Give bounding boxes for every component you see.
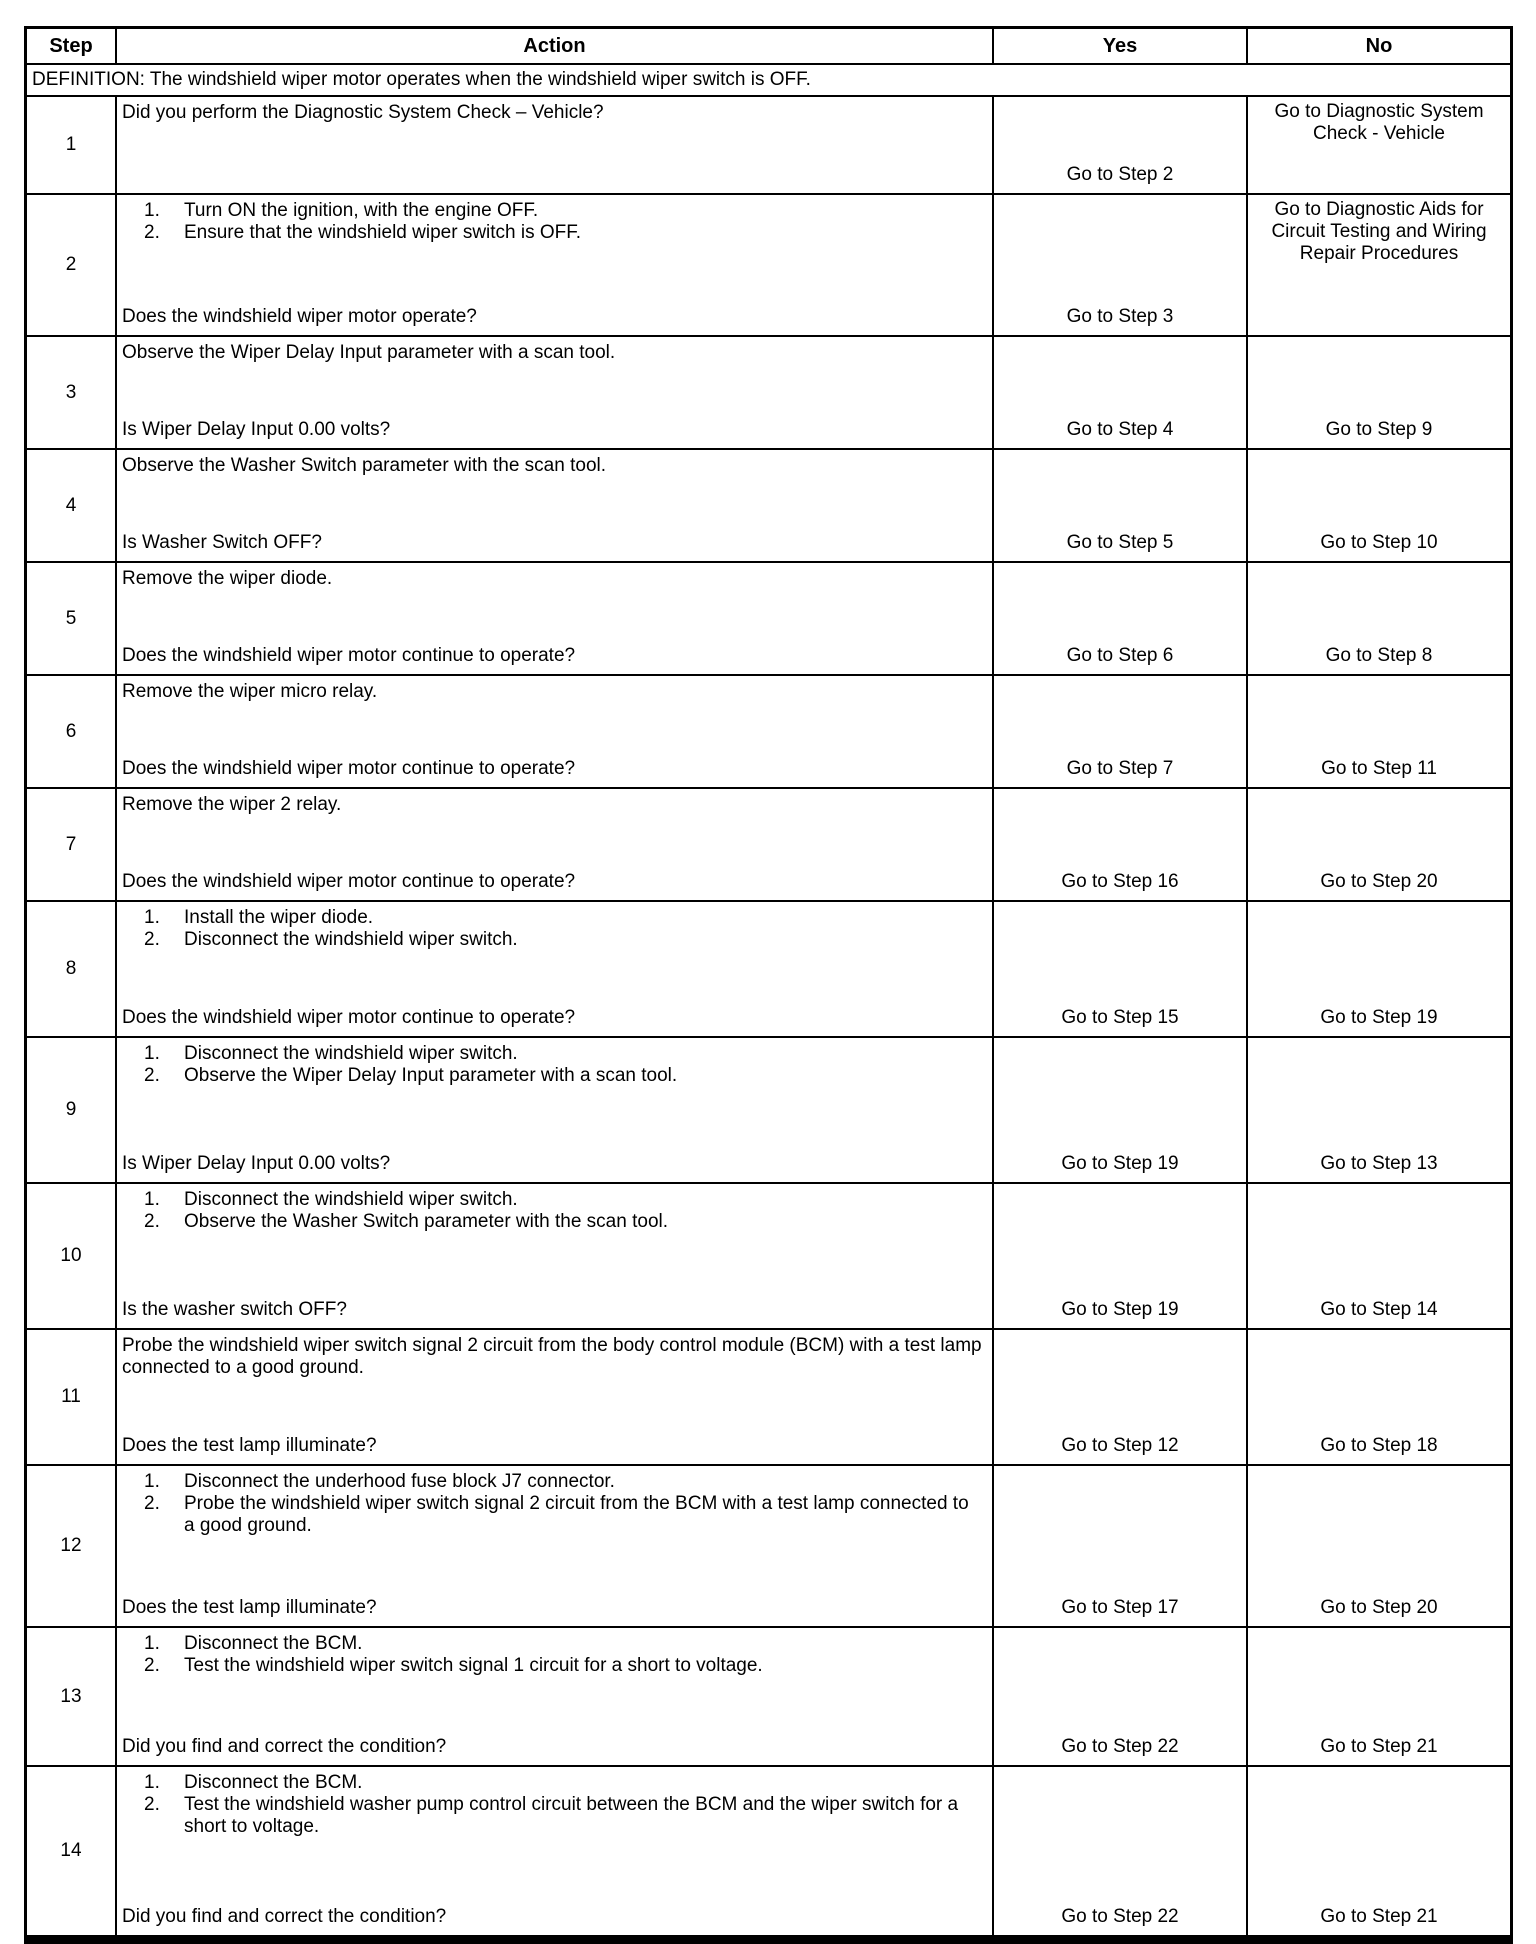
action-list-item <box>122 1189 984 1211</box>
action-question: Does the windshield wiper motor operate? <box>122 306 477 327</box>
column-header-no: No <box>1248 29 1510 65</box>
list-item-text: Observe the Washer Switch parameter with the scan tool. <box>184 1211 669 1232</box>
action-list-item <box>122 200 984 222</box>
list-item-number: 2. <box>144 1211 160 1232</box>
action-cell <box>117 1184 994 1330</box>
step-number-cell <box>27 563 117 676</box>
action-cell <box>117 1330 994 1466</box>
list-item-text: Install the wiper diode. <box>184 907 374 928</box>
list-item-number: 2. <box>144 1655 160 1676</box>
yes-cell-text: Go to Step 6 <box>1066 645 1174 666</box>
yes-cell <box>994 1767 1248 1937</box>
no-cell <box>1248 902 1510 1038</box>
list-item-number: 1. <box>144 1633 160 1654</box>
action-cell <box>117 195 994 337</box>
action-intro: Remove the wiper diode. <box>122 568 333 589</box>
list-item-number: 1. <box>144 1043 160 1064</box>
action-intro: Remove the wiper 2 relay. <box>122 794 342 815</box>
action-cell <box>117 450 994 563</box>
action-instructions <box>122 1189 984 1233</box>
no-cell <box>1248 563 1510 676</box>
yes-cell <box>994 97 1248 195</box>
yes-cell-text: Go to Step 4 <box>1066 419 1174 440</box>
list-item-text: Disconnect the BCM. <box>184 1633 363 1654</box>
action-question: Is Washer Switch OFF? <box>122 532 322 553</box>
step-row <box>27 1184 1510 1330</box>
action-list-item <box>122 1043 984 1065</box>
action-question: Does the windshield wiper motor continue to operate? <box>122 1007 576 1028</box>
step-number-cell <box>27 97 117 195</box>
no-cell <box>1248 97 1510 195</box>
action-question: Is Wiper Delay Input 0.00 volts? <box>122 419 391 440</box>
list-item-number: 1. <box>144 1471 160 1492</box>
step-number-cell <box>27 789 117 902</box>
yes-cell-text: Go to Step 7 <box>1066 758 1174 779</box>
action-question: Does the windshield wiper motor continue to operate? <box>122 645 576 666</box>
yes-cell <box>994 789 1248 902</box>
action-question: Did you find and correct the condition? <box>122 1736 447 1757</box>
action-intro: Observe the Wiper Delay Input parameter with a scan tool. <box>122 342 616 363</box>
action-list-item <box>122 1655 984 1677</box>
no-cell-text: Go to Step 20 <box>1320 871 1438 892</box>
no-cell <box>1248 1466 1510 1628</box>
no-cell-text: Go to Step 21 <box>1320 1736 1438 1757</box>
no-cell-text: Go to Step 13 <box>1320 1153 1438 1174</box>
definition-text: DEFINITION: The windshield wiper motor operates when the windshield wiper switch is OFF. <box>32 69 811 90</box>
table-bottom-edge <box>24 1940 1513 1944</box>
action-intro: Observe the Washer Switch parameter with the scan tool. <box>122 455 607 476</box>
step-number-cell <box>27 1628 117 1767</box>
action-question: Does the test lamp illuminate? <box>122 1435 377 1456</box>
yes-cell <box>994 450 1248 563</box>
action-cell <box>117 337 994 450</box>
action-instructions <box>122 342 984 366</box>
step-number: 5 <box>65 607 77 629</box>
step-row <box>27 676 1510 789</box>
column-header-step: Step <box>27 29 117 65</box>
no-cell <box>1248 337 1510 450</box>
action-cell <box>117 902 994 1038</box>
step-number: 3 <box>65 381 77 403</box>
no-cell-text: Go to Step 18 <box>1320 1435 1438 1456</box>
list-item-text: Disconnect the windshield wiper switch. <box>184 1189 518 1210</box>
no-cell <box>1248 1767 1510 1937</box>
action-instructions <box>122 200 984 244</box>
step-number-cell <box>27 1184 117 1330</box>
action-intro: Remove the wiper micro relay. <box>122 681 378 702</box>
no-cell-text: Go to Step 11 <box>1321 758 1437 779</box>
step-row <box>27 563 1510 676</box>
no-cell-text: Go to Step 19 <box>1320 1007 1438 1028</box>
step-number: 11 <box>61 1386 81 1407</box>
no-cell <box>1248 1628 1510 1767</box>
step-row <box>27 1466 1510 1628</box>
no-cell <box>1248 1330 1510 1466</box>
step-number-cell <box>27 195 117 337</box>
no-cell-text: Go to Step 20 <box>1320 1597 1438 1618</box>
action-cell <box>117 1466 994 1628</box>
action-cell <box>117 789 994 902</box>
yes-cell <box>994 1330 1248 1466</box>
action-instructions <box>122 455 984 479</box>
no-cell <box>1248 1184 1510 1330</box>
step-row <box>27 789 1510 902</box>
no-cell <box>1248 450 1510 563</box>
step-number-cell <box>27 676 117 789</box>
list-item-number: 1. <box>144 1189 160 1210</box>
yes-cell <box>994 563 1248 676</box>
list-item-number: 2. <box>144 222 160 243</box>
step-number: 2 <box>65 254 77 275</box>
no-cell-text: Go to Step 8 <box>1325 645 1433 666</box>
action-question: Is the washer switch OFF? <box>122 1299 347 1320</box>
yes-cell-text: Go to Step 3 <box>1066 306 1174 327</box>
list-item-number: 2. <box>144 1794 160 1815</box>
list-item-number: 2. <box>144 1065 160 1086</box>
list-item-number: 2. <box>144 929 160 950</box>
action-intro: Did you perform the Diagnostic System Check – Vehicle? <box>122 102 604 123</box>
action-intro: Probe the windshield wiper switch signal 2 circuit from the body control module (BCM) with a test lamp connected to a good ground. <box>122 1335 982 1378</box>
step-number: 6 <box>65 720 77 742</box>
action-instructions <box>122 1633 984 1677</box>
yes-cell-text: Go to Step 16 <box>1061 871 1179 892</box>
yes-cell <box>994 676 1248 789</box>
action-list-item <box>122 222 984 244</box>
action-instructions <box>122 1471 984 1537</box>
step-number-cell <box>27 902 117 1038</box>
list-item-text: Disconnect the underhood fuse block J7 connector. <box>184 1471 615 1492</box>
step-row <box>27 1767 1510 1937</box>
list-item-text: Observe the Wiper Delay Input parameter with a scan tool. <box>184 1065 678 1086</box>
step-number: 1 <box>65 134 77 155</box>
action-instructions <box>122 1043 984 1087</box>
step-number: 8 <box>65 958 77 979</box>
yes-cell <box>994 337 1248 450</box>
action-list-item <box>122 1471 984 1493</box>
list-item-text: Probe the windshield wiper switch signal 2 circuit from the BCM with a test lamp connected to a good ground. <box>184 1493 969 1536</box>
action-instructions <box>122 907 984 951</box>
action-instructions <box>122 794 984 818</box>
definition-row <box>27 65 1510 97</box>
table-body <box>27 97 1510 1937</box>
no-cell-text: Go to Step 10 <box>1320 532 1438 553</box>
step-number: 7 <box>65 833 77 855</box>
step-number: 4 <box>65 494 77 516</box>
yes-cell-text: Go to Step 5 <box>1066 532 1174 553</box>
step-row <box>27 337 1510 450</box>
no-cell-text: Go to Step 21 <box>1320 1906 1438 1927</box>
step-number-cell <box>27 1330 117 1466</box>
no-cell-text: Go to Step 9 <box>1325 419 1433 440</box>
action-list-item <box>122 1794 984 1838</box>
action-question: Did you find and correct the condition? <box>122 1906 447 1927</box>
step-number-cell <box>27 337 117 450</box>
yes-cell-text: Go to Step 2 <box>1066 164 1174 185</box>
yes-cell <box>994 1628 1248 1767</box>
step-row <box>27 450 1510 563</box>
action-cell <box>117 1628 994 1767</box>
list-item-text: Test the windshield washer pump control circuit between the BCM and the wiper switch for a short to voltage. <box>184 1794 959 1837</box>
action-list-item <box>122 1493 984 1537</box>
yes-cell-text: Go to Step 17 <box>1061 1597 1179 1618</box>
step-number-cell <box>27 450 117 563</box>
column-header-yes: Yes <box>994 29 1248 65</box>
action-instructions <box>122 1335 984 1381</box>
yes-cell-text: Go to Step 15 <box>1061 1007 1179 1028</box>
no-cell <box>1248 676 1510 789</box>
no-cell-text: Go to Step 14 <box>1320 1299 1438 1320</box>
no-cell-text: Go to Diagnostic System Check - Vehicle <box>1274 101 1484 144</box>
action-cell <box>117 563 994 676</box>
action-instructions <box>122 1772 984 1838</box>
step-number: 13 <box>60 1685 82 1707</box>
action-list-item <box>122 1211 984 1233</box>
step-number: 9 <box>65 1099 77 1120</box>
step-row <box>27 1038 1510 1184</box>
no-cell <box>1248 195 1510 337</box>
column-header-action: Action <box>117 29 994 65</box>
no-cell <box>1248 789 1510 902</box>
list-item-number: 2. <box>144 1493 160 1514</box>
action-question: Is Wiper Delay Input 0.00 volts? <box>122 1153 391 1174</box>
list-item-number: 1. <box>144 907 160 928</box>
no-cell <box>1248 1038 1510 1184</box>
list-item-text: Disconnect the windshield wiper switch. <box>184 929 518 950</box>
list-item-number: 1. <box>144 1772 160 1793</box>
no-cell-text: Go to Diagnostic Aids for Circuit Testing and Wiring Repair Procedures <box>1271 199 1487 264</box>
step-row <box>27 97 1510 195</box>
yes-cell-text: Go to Step 22 <box>1061 1736 1179 1757</box>
step-row <box>27 1628 1510 1767</box>
step-row <box>27 195 1510 337</box>
action-list-item <box>122 907 984 929</box>
action-list-item <box>122 1633 984 1655</box>
list-item-text: Disconnect the BCM. <box>184 1772 363 1793</box>
action-question: Does the windshield wiper motor continue to operate? <box>122 871 576 892</box>
action-list-item <box>122 1065 984 1087</box>
action-question: Does the windshield wiper motor continue to operate? <box>122 758 576 779</box>
action-instructions <box>122 568 984 592</box>
step-number-cell <box>27 1038 117 1184</box>
yes-cell-text: Go to Step 22 <box>1061 1906 1179 1927</box>
action-cell <box>117 676 994 789</box>
yes-cell <box>994 902 1248 1038</box>
step-number-cell <box>27 1466 117 1628</box>
yes-cell <box>994 1466 1248 1628</box>
list-item-text: Ensure that the windshield wiper switch is OFF. <box>184 222 582 243</box>
action-instructions <box>122 681 984 705</box>
step-number: 12 <box>60 1535 82 1556</box>
yes-cell <box>994 1038 1248 1184</box>
action-cell <box>117 1038 994 1184</box>
step-row <box>27 1330 1510 1466</box>
step-row <box>27 902 1510 1038</box>
yes-cell-text: Go to Step 19 <box>1061 1299 1179 1320</box>
action-instructions <box>122 102 984 126</box>
step-number: 14 <box>60 1840 82 1861</box>
yes-cell-text: Go to Step 19 <box>1061 1153 1179 1174</box>
list-item-text: Turn ON the ignition, with the engine OFF. <box>184 200 539 221</box>
action-cell <box>117 97 994 195</box>
table-header-row <box>27 29 1510 65</box>
diagnostic-table <box>24 26 1513 1940</box>
action-question: Does the test lamp illuminate? <box>122 1597 377 1618</box>
yes-cell <box>994 195 1248 337</box>
list-item-number: 1. <box>144 200 160 221</box>
yes-cell <box>994 1184 1248 1330</box>
step-number: 10 <box>60 1245 82 1266</box>
yes-cell-text: Go to Step 12 <box>1061 1435 1179 1456</box>
step-number-cell <box>27 1767 117 1937</box>
action-cell <box>117 1767 994 1937</box>
action-list-item <box>122 929 984 951</box>
list-item-text: Disconnect the windshield wiper switch. <box>184 1043 518 1064</box>
list-item-text: Test the windshield wiper switch signal 1 circuit for a short to voltage. <box>184 1655 763 1676</box>
action-list-item <box>122 1772 984 1794</box>
